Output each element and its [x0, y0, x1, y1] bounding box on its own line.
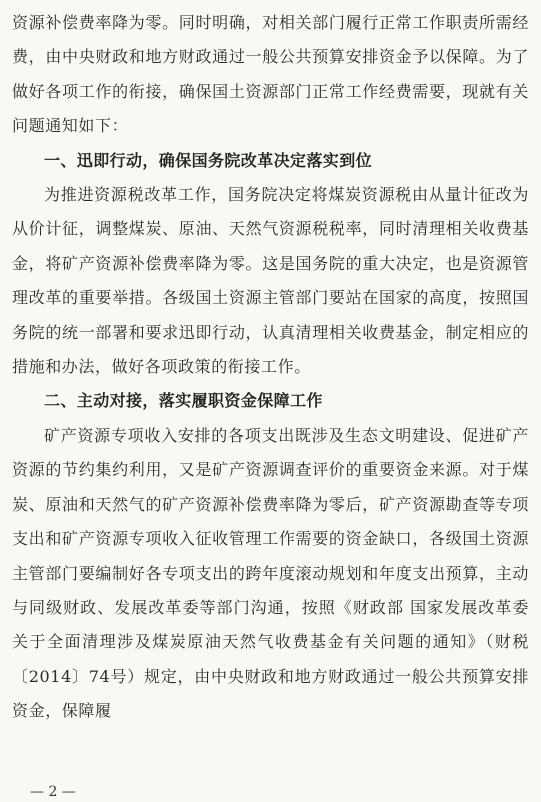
section-2-paragraph: 矿产资源专项收入安排的各项支出既涉及生态文明建设、促进矿产资源的节约集约利用，又是矿产资源调查评价的重要资金来源。对于煤炭、原油和天然气的矿产资源补偿费率降为零后，矿产资源勘查等专项支出和矿产资源专项收入征收管理工作需要的资金缺口，各级国土资源主管部门要编制好各专项支出的跨年度滚动规划和年度支出预算，主动与同级财政、发展改革委等部门沟通，按照《财政部 国家发展改革委关于全面清理涉及煤炭原油天然气收费基金有关问题的通知》（财税〔2014〕74号）规定，由中央财政和地方财政通过一般公共预算安排资金，保障履	[12, 425, 529, 721]
section-1-paragraph: 为推进资源税改革工作，国务院决定将煤炭资源税由从量计征改为从价计征，调整煤炭、原油、天然气资源税税率，同时清理相关收费基金，将矿产资源补偿费率降为零。这是国务院的重大决定，也是资源管理改革的重要举措。各级国土资源主管部门要站在国家的高度，按照国务院的统一部署和要求迅即行动，认真清理相关收费基金，制定相应的措施和办法，做好各项政策的衔接工作。	[12, 185, 529, 377]
page-number: — 2 —	[30, 784, 76, 800]
section-2-heading: 二、主动对接，落实履职资金保障工作	[44, 391, 323, 411]
intro-paragraph: 资源补偿费率降为零。同时明确，对相关部门履行正常工作职责所需经费，由中央财政和地方财政通过一般公共预算安排资金予以保障。为了做好各项工作的衔接，确保国土资源部门正常工作经费需要，现就有关问题通知如下：	[12, 13, 529, 136]
section-1-heading: 一、迅即行动，确保国务院改革决定落实到位	[44, 150, 373, 170]
